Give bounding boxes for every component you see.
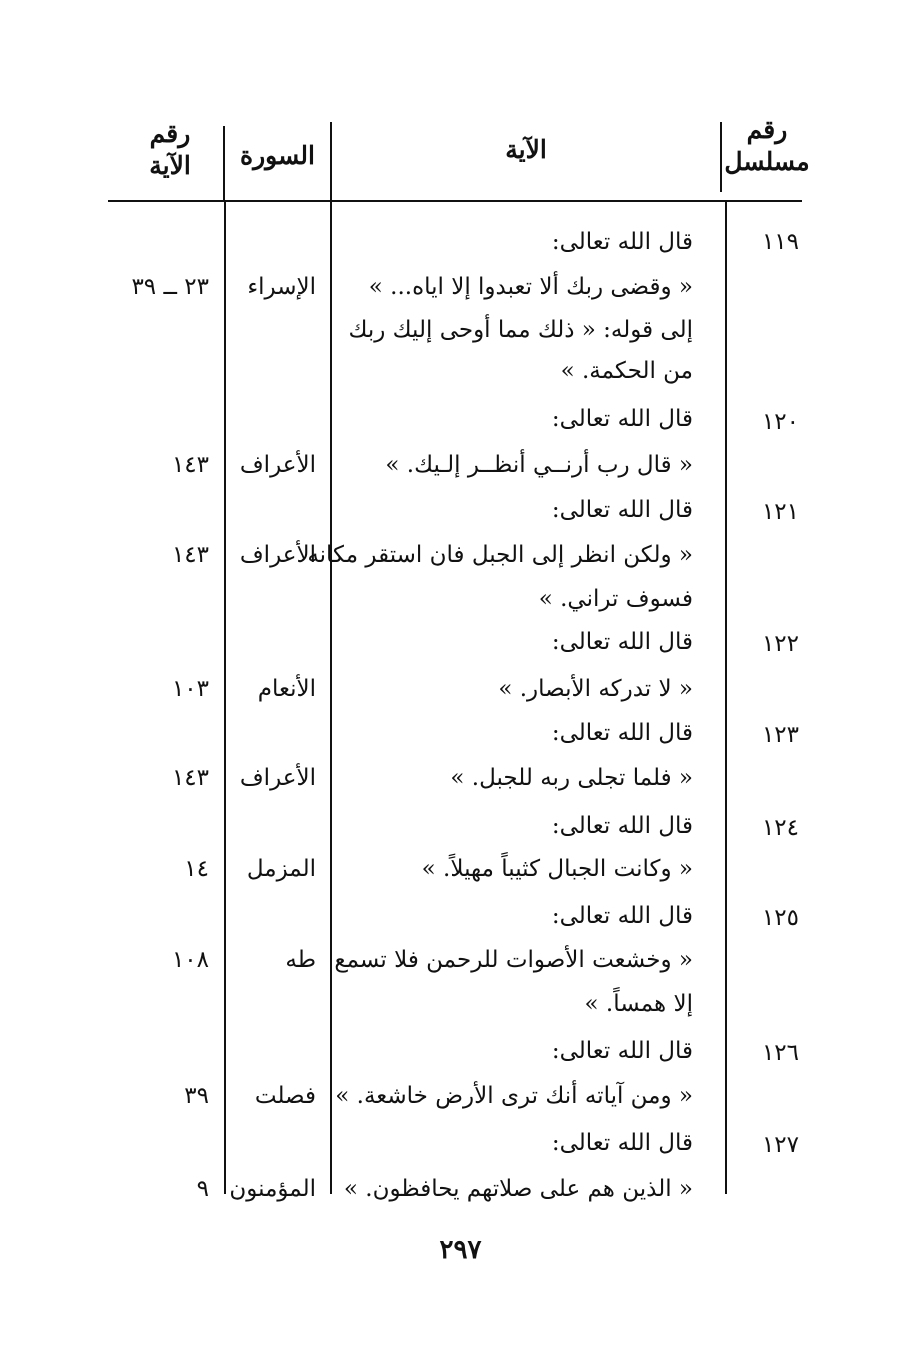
- header-serial: [722, 114, 812, 178]
- header-serial-line2: مسلسل: [724, 147, 810, 176]
- serial-number: ١٢٢: [761, 631, 799, 657]
- ayah-line: قال الله تعالى:: [551, 813, 693, 839]
- ayah-line: إلى قوله: « ذلك مما أوحى إليك ربك: [348, 317, 693, 343]
- surah-name: الإسراء: [247, 274, 316, 300]
- surah-name: الأنعام: [257, 676, 316, 702]
- ayah-line: « الذين هم على صلاتهم يحافظون. »: [343, 1176, 693, 1202]
- ayah-line: قال الله تعالى:: [551, 903, 693, 929]
- header-ayah-number-line2: الآية: [149, 151, 191, 180]
- column-divider-serial: [720, 122, 722, 192]
- surah-name: طه: [285, 947, 316, 973]
- column-divider-serial-body: [725, 202, 727, 1194]
- header-ayah-label: الآية: [505, 135, 547, 164]
- surah-name: الأعراف: [239, 765, 316, 791]
- ayah-number: ١٤٣: [171, 542, 209, 568]
- ayah-line: « وكانت الجبال كثيباً مهيلاً. »: [421, 856, 693, 882]
- header-ayah-number: [120, 118, 220, 182]
- ayah-line: إلا همساً. »: [584, 991, 693, 1017]
- ayah-line: « ولكن انظر إلى الجبل فان استقر مكانه: [307, 542, 693, 568]
- header-serial-line1: رقم: [746, 115, 788, 144]
- ayah-line: « قال رب أرنــي أنظــر إلـيك. »: [385, 452, 693, 478]
- serial-number: ١٢٥: [761, 905, 799, 931]
- ayah-number: ١٠٨: [171, 947, 209, 973]
- column-divider-ayah-body: [330, 202, 332, 1194]
- serial-number: ١٢٣: [761, 722, 799, 748]
- column-divider-ayah: [330, 122, 332, 202]
- ayah-number: ١٤: [184, 856, 209, 882]
- ayah-number: ١٠٣: [171, 676, 209, 702]
- ayah-number: ٣٩: [184, 1083, 209, 1109]
- serial-number: ١٢١: [761, 499, 799, 525]
- ayah-line: « ومن آياته أنك ترى الأرض خاشعة. »: [335, 1083, 693, 1109]
- ayah-line: فسوف تراني. »: [538, 586, 693, 612]
- header-rule: [108, 200, 802, 202]
- serial-number: ١١٩: [761, 229, 799, 255]
- surah-name: الأعراف: [239, 542, 316, 568]
- ayah-line: قال الله تعالى:: [551, 1038, 693, 1064]
- surah-name: المزمل: [246, 856, 316, 882]
- header-ayah: [332, 134, 720, 166]
- serial-number: ١٢٠: [761, 409, 799, 435]
- column-divider-surah-body: [224, 202, 226, 1194]
- ayah-line: قال الله تعالى:: [551, 629, 693, 655]
- ayah-line: « لا تدركه الأبصار. »: [498, 676, 693, 702]
- ayah-number: ٢٣ ــ ٣٩: [131, 274, 209, 300]
- header-ayah-number-line1: رقم: [149, 119, 191, 148]
- ayah-number: ٩: [196, 1176, 209, 1202]
- column-divider-surah: [223, 126, 225, 202]
- ayah-line: قال الله تعالى:: [551, 497, 693, 523]
- ayah-line: « وقضى ربك ألا تعبدوا إلا اياه... »: [368, 274, 693, 300]
- surah-name: فصلت: [254, 1083, 316, 1109]
- ayah-line: قال الله تعالى:: [551, 406, 693, 432]
- serial-number: ١٢٧: [761, 1132, 799, 1158]
- header-surah: [225, 140, 330, 172]
- serial-number: ١٢٤: [761, 815, 799, 841]
- ayah-line: قال الله تعالى:: [551, 720, 693, 746]
- ayah-number: ١٤٣: [171, 452, 209, 478]
- surah-name: الأعراف: [239, 452, 316, 478]
- serial-number: ١٢٦: [761, 1040, 799, 1066]
- page-number: ٢٩٧: [439, 1235, 482, 1265]
- ayah-line: قال الله تعالى:: [551, 1130, 693, 1156]
- ayah-line: من الحكمة. »: [560, 358, 693, 384]
- ayah-line: « فلما تجلى ربه للجبل. »: [450, 765, 693, 791]
- surah-name: المؤمنون: [229, 1176, 316, 1202]
- header-surah-label: السورة: [240, 141, 315, 170]
- ayah-line: « وخشعت الأصوات للرحمن فلا تسمع: [334, 947, 693, 973]
- ayah-line: قال الله تعالى:: [551, 229, 693, 255]
- ayah-number: ١٤٣: [171, 765, 209, 791]
